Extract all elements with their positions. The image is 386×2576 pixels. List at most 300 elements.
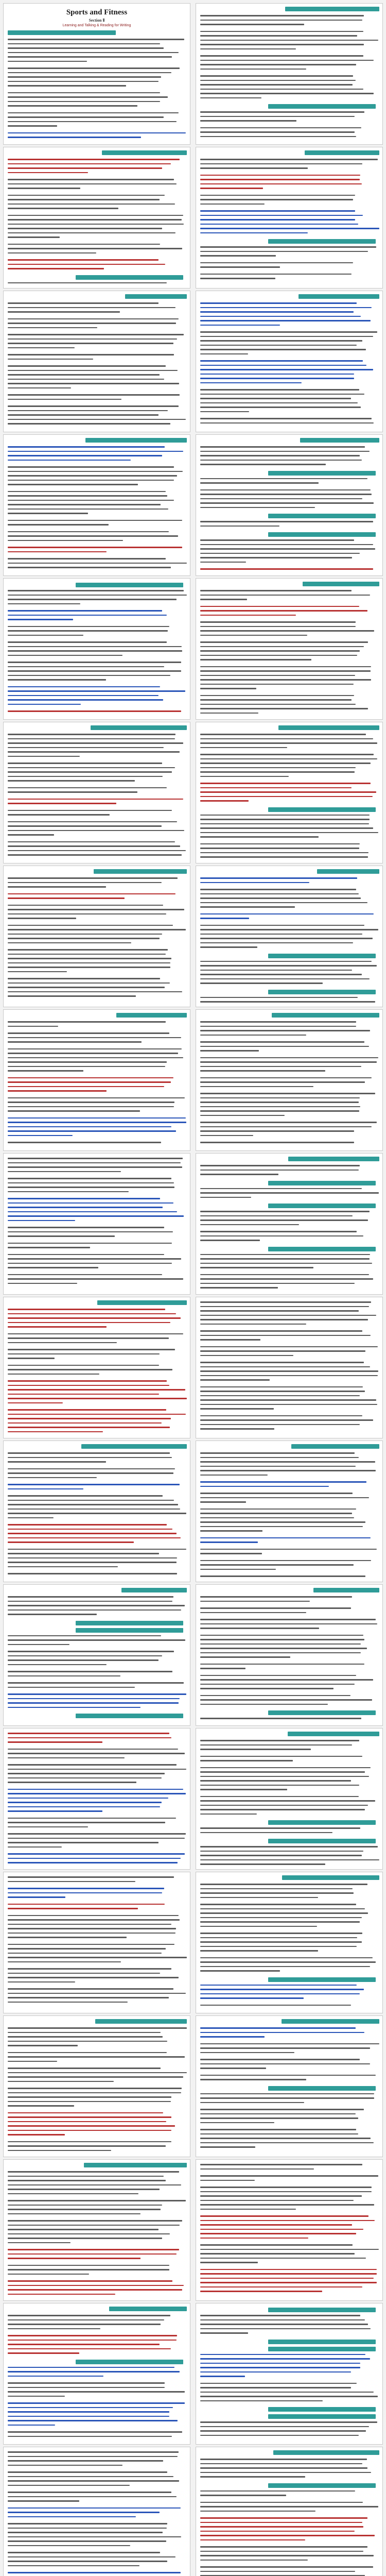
text-line [8,1472,173,1474]
text-line [8,1402,63,1404]
text-line [8,195,165,196]
text-line [200,2059,360,2060]
text-line [8,1981,75,1983]
text-line [200,55,363,57]
slide [3,1728,190,1870]
text-line [8,2411,169,2413]
text-line [8,1833,186,1835]
text-line [8,1655,162,1657]
text-line [8,1101,174,1103]
text-line [200,1892,354,1894]
text-line [200,699,352,701]
text-line [8,767,175,769]
text-line [200,507,315,509]
text-line [200,1126,372,1128]
text-line [8,1537,181,1539]
text-line [8,1753,185,1754]
slide [3,1153,190,1295]
text-line [8,2229,159,2230]
text-line [200,767,356,769]
text-line [8,112,179,114]
text-line [200,2200,354,2201]
text-line [8,2045,78,2046]
text-line [200,1041,364,1043]
text-line [8,410,168,412]
slide-subtitle: Learning and Talking & Reading for Writing [62,24,131,27]
text-line [8,2092,181,2094]
text-line [200,340,362,342]
text-line [200,1560,371,1562]
text-line [200,188,263,189]
text-line [8,475,177,477]
slide [3,2159,190,2301]
text-line [8,2101,171,2103]
text-line [8,1263,172,1264]
text-line [200,1061,377,1063]
text-line [8,1461,106,1463]
text-line [8,2193,138,2195]
text-line [200,2079,306,2080]
section-header-bar [299,294,379,299]
text-line [200,1780,351,1782]
text-line [200,1428,274,1430]
text-line [200,1021,356,1023]
text-line [200,2367,360,2368]
text-line [8,666,164,668]
text-line [8,929,186,930]
text-line [200,2180,255,2181]
text-line [200,455,360,456]
text-line [200,1452,355,1454]
text-line [8,1973,160,1974]
text-line [8,2536,181,2538]
text-line [200,2435,359,2436]
text-line [8,1687,135,1688]
text-line [200,704,356,705]
text-line [8,282,167,284]
text-line [8,1614,97,1615]
text-line [200,2215,369,2217]
text-line [200,1130,354,1132]
text-line [200,1884,367,1885]
text-line [8,830,184,832]
text-line [8,2528,167,2529]
text-line [8,595,187,596]
text-line [8,455,162,456]
text-line [200,539,354,541]
text-line [8,958,171,959]
text-line [8,590,184,591]
text-line [200,1142,354,1143]
text-line [8,2532,163,2533]
text-line [200,2075,376,2076]
text-line [8,2340,177,2341]
text-line [8,1892,162,1894]
text-line [200,606,359,607]
text-line [8,343,173,344]
text-line [200,1664,364,1665]
text-line [8,2220,182,2222]
section-header-bar [8,30,116,35]
text-line [8,1053,178,1054]
text-line [8,524,109,526]
text-line [8,423,170,425]
text-line [8,1853,185,1855]
text-line [200,679,371,681]
text-line [200,2258,366,2259]
text-line [8,264,165,265]
text-line [200,1287,278,1289]
text-line [200,325,280,326]
text-line [200,353,248,355]
text-line [200,1330,362,1332]
text-line [8,821,177,823]
text-line [8,419,186,420]
text-line [200,1391,365,1392]
section-header-bar [273,2450,379,2455]
text-line [200,2238,308,2239]
text-line [8,2225,180,2226]
text-line [200,1470,376,1471]
text-line [200,1235,363,1237]
text-line [8,2382,165,2384]
text-line [8,803,116,804]
text-line [8,1274,162,1276]
text-line [8,2496,177,2498]
text-line [8,2150,111,2151]
text-line [200,163,362,165]
text-line [200,2036,265,2038]
text-line [200,266,280,268]
text-line [8,2145,166,2147]
text-line [8,327,97,329]
text-line [200,997,358,998]
text-line [8,1477,97,1479]
text-line [200,1846,378,1848]
text-line [8,1553,159,1554]
title-slide [3,3,190,145]
text-line [200,2502,363,2503]
text-line [8,1409,166,1411]
text-line [8,1309,165,1310]
section-header-bar [300,438,379,443]
text-line [8,810,172,811]
text-line [8,1313,176,1315]
text-line [200,446,365,448]
text-line [8,204,175,205]
text-line [200,345,357,346]
text-line [200,708,368,709]
text-line [200,2286,362,2288]
text-line [8,338,177,340]
text-line [8,1541,134,1543]
section-header-bar [102,150,187,155]
text-line [8,1698,180,1700]
text-line [200,1601,310,1602]
text-line [200,1970,280,1972]
text-line [8,495,167,497]
text-line [200,2555,374,2556]
section-header-bar [268,2347,376,2351]
text-line [8,2061,57,2062]
text-line [200,2146,255,2148]
text-line [200,204,265,205]
text-line [8,1782,136,1783]
text-line [8,1353,160,1355]
text-line [8,1802,162,1803]
text-line [200,2262,258,2263]
text-line [8,2460,163,2462]
text-line [8,1130,176,1132]
section-header-bar [116,1013,187,1018]
text-line [200,1859,379,1861]
text-line [8,2112,163,2114]
text-line [200,219,355,221]
text-line [8,1374,99,1375]
text-line [200,369,373,370]
text-line [200,1526,363,1528]
text-line [8,1488,83,1490]
section-header-bar [76,1714,183,1718]
text-line [200,1607,351,1609]
text-line [200,1165,360,1166]
text-line [200,889,356,890]
text-line [8,814,110,816]
text-line [8,1283,77,1284]
text-line [200,316,361,317]
text-line [200,2269,377,2270]
text-line [8,163,171,165]
text-line [200,1057,378,1059]
text-line [8,567,171,568]
text-line [200,1366,370,1368]
text-line [8,480,174,481]
text-line [200,918,249,919]
text-line [200,2047,370,2049]
text-line [200,365,366,366]
section-header-bar [268,2340,376,2344]
text-line [200,402,358,404]
section-header-bar [268,1710,376,1715]
text-line [200,1404,377,1405]
text-line [8,1549,186,1550]
text-line [8,2476,173,2478]
text-line [8,2067,161,2069]
text-line [8,334,184,335]
text-line [200,742,377,744]
text-line [8,354,174,355]
text-line [200,2191,372,2193]
text-line [8,1944,174,1945]
text-line [200,675,355,676]
text-line [8,1671,172,1672]
text-line [200,2164,362,2165]
text-line [200,97,261,99]
section-header-bar [288,1157,379,1161]
text-line [200,40,378,41]
text-line [8,2492,171,2493]
text-line [8,695,159,697]
text-line [200,64,356,65]
text-line [8,446,165,448]
text-line [200,1319,368,1320]
text-line [200,349,366,350]
text-line [8,995,136,997]
text-line [8,2121,166,2123]
text-line [8,1937,127,1938]
text-line [200,688,256,689]
text-line [200,2249,379,2250]
text-line [200,2067,266,2069]
text-line [8,387,71,389]
text-line [8,646,182,648]
text-line [8,610,162,612]
slide [3,1440,190,1582]
text-line [8,2471,167,2473]
section-header-bar [268,990,376,994]
text-line [200,262,353,264]
text-line [200,411,249,413]
text-line [8,938,160,939]
text-line [8,2088,182,2089]
text-line [200,2522,362,2523]
text-line [200,848,359,849]
text-line [200,965,377,967]
section-header-bar [268,104,376,109]
text-line [8,913,166,915]
text-line [200,1985,357,1986]
text-line [8,734,176,735]
text-line [8,747,164,749]
text-line [8,1524,167,1526]
text-line [200,1475,268,1476]
text-line [8,1513,186,1514]
text-line [8,1769,186,1770]
text-line [200,2195,362,2197]
text-line [8,1881,135,1883]
text-line [200,2328,371,2330]
section-header-bar [268,2407,376,2412]
text-line [200,1917,362,1919]
text-line [8,1639,185,1641]
text-line [200,590,352,591]
text-line [200,836,319,838]
text-line [200,127,361,129]
text-line [200,1254,370,1256]
text-line [200,1652,361,1654]
text-line [8,1737,171,1739]
text-line [200,670,371,672]
text-line [8,662,181,663]
section-label: Section Ⅱ [89,18,105,23]
section-header-bar [268,2308,376,2312]
section-header-bar [268,1977,376,1982]
text-line [8,1317,181,1319]
text-line [200,2052,294,2054]
text-line [200,1050,259,1052]
text-line [200,489,371,491]
text-line [200,783,371,784]
text-line [200,1486,329,1487]
text-line [8,1609,181,1611]
text-line [8,1682,184,1684]
text-line [200,1315,376,1316]
text-line [200,815,370,816]
text-line [200,621,356,623]
text-line [200,1805,368,1806]
text-line [200,1001,375,1003]
text-line [200,311,354,313]
text-line [200,44,364,45]
text-line [8,909,184,910]
text-line [200,776,289,777]
text-line [200,1863,325,1865]
text-line [8,2315,170,2316]
text-line [8,2036,163,2038]
text-line [8,2376,103,2377]
text-line [8,2200,186,2201]
text-line [8,1504,178,1505]
text-line [8,1773,165,1774]
section-header-bar [288,1732,379,1736]
slide [3,147,190,289]
text-line [8,2125,175,2127]
text-line [200,307,372,309]
text-line [8,1162,181,1164]
text-line [200,111,364,113]
text-line [200,666,371,668]
text-line [200,2392,374,2393]
section-header-bar [278,725,379,730]
text-line [8,96,168,98]
text-line [200,521,373,522]
text-line [200,1989,364,1990]
text-line [200,1035,306,1036]
text-line [8,563,187,564]
slide [3,434,190,576]
section-header-bar [268,514,376,518]
text-line [8,228,162,229]
text-line [200,1274,369,1276]
text-line [200,1957,373,1959]
text-line [200,136,356,138]
text-line [200,15,364,16]
text-line [8,2431,182,2433]
text-line [200,1350,365,1352]
text-line [8,252,96,254]
section-header-bar [268,954,376,958]
text-line [8,2507,181,2509]
text-line [8,1468,175,1470]
text-line [8,971,67,973]
text-line [200,494,372,495]
text-line [8,1702,179,1704]
text-line [8,1862,178,1863]
slide [196,722,383,863]
text-line [8,2041,167,2042]
text-line [200,1097,360,1099]
text-line [200,2490,355,2492]
text-line [200,1993,360,1995]
text-line [8,2205,162,2206]
text-line [200,893,359,895]
text-line [8,76,161,78]
text-line [200,635,307,636]
text-line [8,893,176,895]
text-line [200,796,373,798]
text-line [200,738,373,740]
section-header-bar [109,2307,187,2311]
